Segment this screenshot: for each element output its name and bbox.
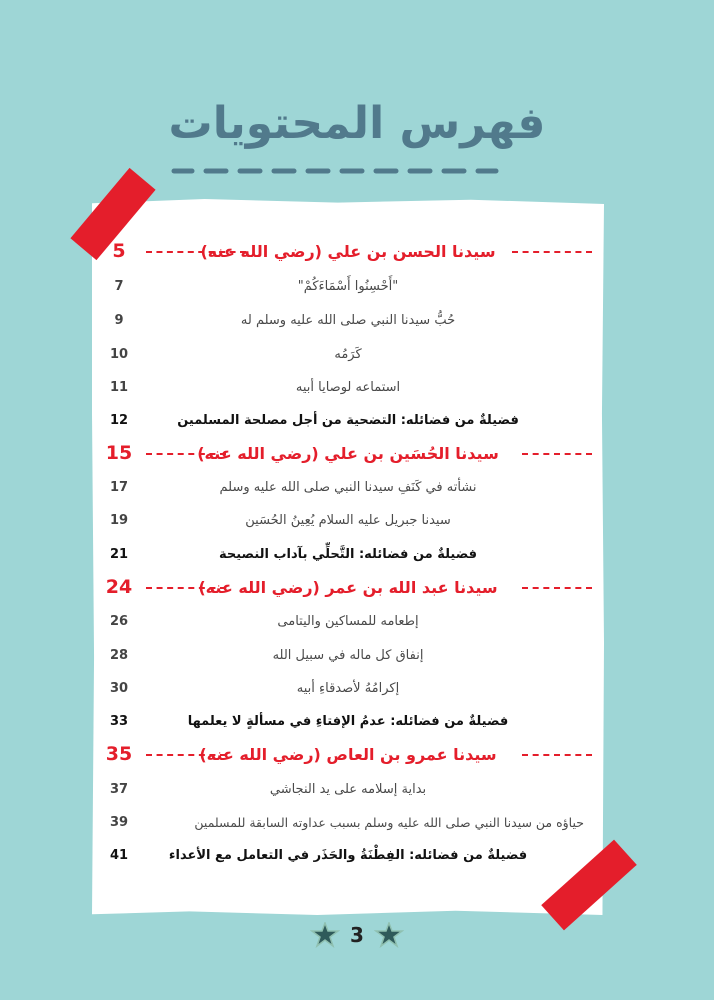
toc-entry-label: فضيلةٌ من فضائله: التَّحلِّي بآداب النصيحة	[218, 546, 478, 562]
toc-entry-row[interactable]	[92, 776, 604, 802]
toc-page-number: 5	[112, 240, 126, 262]
toc-entry-row[interactable]	[92, 273, 604, 299]
page-number: 3	[350, 923, 364, 947]
page-footer	[0, 920, 714, 950]
dash-line-right	[522, 754, 592, 756]
toc-entry-label: بداية إسلامه على يد النجاشي	[269, 781, 427, 797]
toc-entry-label: حياؤه من سيدنا النبي صلى الله عليه وسلم بسبب عداوته السابقة للمسلمين	[194, 814, 584, 830]
toc-entry-label: كَرَمُه	[334, 346, 362, 362]
toc-page-number: 19	[109, 512, 129, 528]
star-icon	[310, 922, 340, 948]
toc-entry-label: سيدنا الحُسَين بن علي (رضي الله عنه)	[197, 443, 499, 463]
dash-line-left	[146, 587, 226, 589]
toc-virtue-row[interactable]	[92, 541, 604, 567]
toc-entry-label: فضيلةٌ من فضائله: عدمُ الإفتاءِ في مسألةٍ لا يعلمها	[187, 713, 509, 729]
dash-line-right	[512, 251, 592, 253]
toc-entry-row[interactable]	[92, 507, 604, 533]
toc-entry-row[interactable]	[92, 809, 604, 835]
toc-entry-label: حُبُّ سيدنا النبي صلى الله عليه وسلم له	[240, 312, 456, 328]
toc-page-number: 15	[105, 442, 133, 464]
toc-entry-label: "أَحْسِنُوا أَسْمَاءَكُمْ"	[297, 278, 399, 294]
toc-page-number: 7	[114, 278, 124, 294]
toc-entry-row[interactable]	[92, 341, 604, 367]
toc-section-row[interactable]	[92, 572, 604, 602]
toc-entry-label: استماعه لوصايا أبيه	[295, 379, 401, 395]
toc-entry-label: سيدنا جبريل عليه السلام يُعِينُ الحُسَين	[245, 512, 451, 528]
page-title: فهرس المحتويات	[168, 98, 546, 149]
toc-page-number: 21	[109, 546, 129, 562]
toc-entry-label: سيدنا عمرو بن العاص (رضي الله عنه)	[199, 744, 497, 764]
toc-entry-label: نشأته في كَنَفِ سيدنا النبي صلى الله عليه وسلم	[219, 479, 477, 495]
toc-page-number: 35	[105, 743, 133, 765]
toc-virtue-row[interactable]	[92, 407, 604, 433]
toc-page-number: 17	[109, 479, 129, 495]
toc-page-number: 24	[105, 576, 133, 598]
toc-section-row[interactable]	[92, 739, 604, 769]
toc-page-number: 41	[109, 847, 129, 863]
toc-page-number: 30	[109, 680, 129, 696]
toc-entry-row[interactable]	[92, 307, 604, 333]
dash-line-left	[146, 453, 226, 455]
toc-page-number: 28	[109, 647, 129, 663]
toc-entry-label: سيدنا الحسن بن علي (رضي الله عنه)	[200, 241, 496, 261]
toc-virtue-row[interactable]	[92, 708, 604, 734]
toc-entry-label: إطعامه للمساكين واليتامى	[277, 613, 419, 629]
toc-entry-row[interactable]	[92, 474, 604, 500]
toc-entry-label: فضيلةٌ من فضائله: التضحية من أجل مصلحة المسلمين	[177, 412, 519, 428]
toc-page-number: 12	[109, 412, 129, 428]
dash-line-left	[146, 251, 246, 253]
toc-entry-label: إنفاق كل ماله في سبيل الله	[272, 647, 424, 663]
toc-entry-row[interactable]	[92, 642, 604, 668]
toc-entry-row[interactable]	[92, 608, 604, 634]
toc-page-number: 37	[109, 781, 129, 797]
toc-section-row[interactable]	[92, 438, 604, 468]
toc-virtue-row[interactable]	[92, 842, 604, 868]
table-of-contents	[92, 236, 604, 876]
toc-entry-row[interactable]	[92, 675, 604, 701]
toc-entry-label: سيدنا عبد الله بن عمر (رضي الله عنه)	[198, 577, 498, 597]
toc-entry-label: فضيلةٌ من فضائله: الفِطْنَةُ والحَذَر في التعامل مع الأعداء	[168, 847, 528, 863]
toc-page-number: 9	[114, 312, 124, 328]
dash-line-right	[522, 587, 592, 589]
toc-page-number: 10	[109, 346, 129, 362]
toc-entry-row[interactable]	[92, 374, 604, 400]
star-icon	[374, 922, 404, 948]
toc-entry-label: إكرامُهُ لأصدقاءِ أبيه	[296, 680, 400, 696]
toc-page-number: 33	[109, 713, 129, 729]
toc-page-number: 11	[109, 379, 129, 395]
toc-section-row[interactable]	[92, 236, 604, 266]
toc-page-number: 39	[109, 814, 129, 830]
dash-line-right	[522, 453, 592, 455]
title-underline-dashes	[170, 163, 500, 177]
dash-line-left	[146, 754, 226, 756]
toc-page-number: 26	[109, 613, 129, 629]
